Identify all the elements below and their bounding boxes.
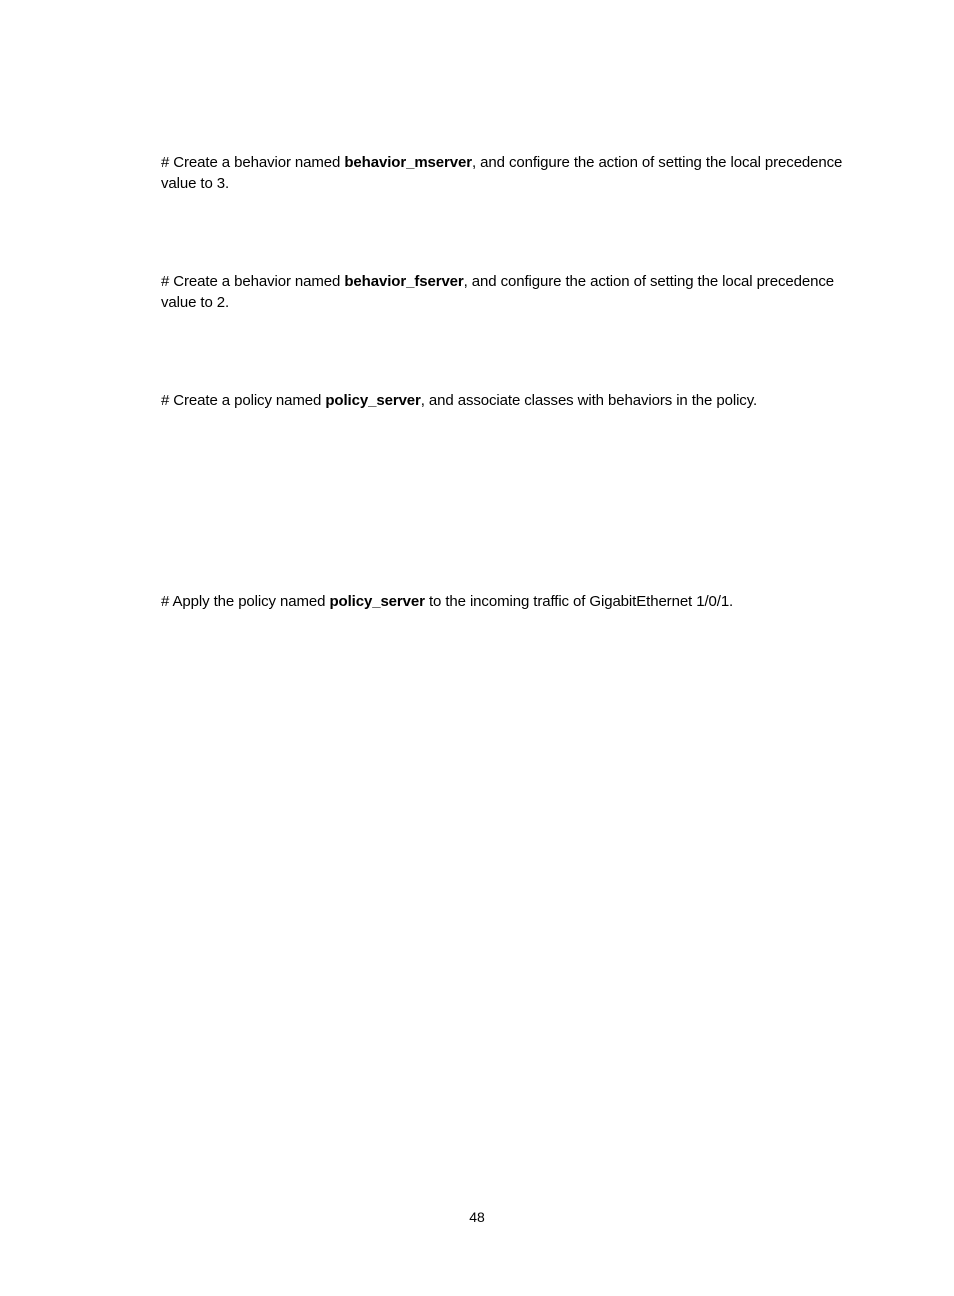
paragraph-text: , and configure the action of setting the local precedence value to 2. (161, 273, 834, 311)
command-name: policy_server (325, 392, 421, 409)
page-number: 48 (469, 1209, 485, 1225)
instruction-paragraph-policy-apply (161, 591, 867, 612)
paragraph-text: # Create a behavior named (161, 273, 345, 290)
command-name: behavior_fserver (344, 273, 464, 290)
paragraph-text: # Create a policy named (161, 392, 326, 409)
paragraph-text: # Create a behavior named (161, 154, 345, 171)
paragraph-text: , and configure the action of setting the local precedence value to 3. (161, 154, 843, 192)
instruction-paragraph-behavior-mserver (161, 152, 867, 194)
command-name: policy_server (329, 593, 425, 610)
instruction-paragraph-behavior-fserver (161, 271, 867, 313)
paragraph-text: # Apply the policy named (161, 593, 330, 610)
paragraph-text: , and associate classes with behaviors in the policy. (420, 392, 758, 409)
paragraph-text: to the incoming traffic of GigabitEthernet 1/0/1. (424, 593, 734, 610)
instruction-paragraph-policy-create (161, 390, 867, 411)
command-name: behavior_mserver (344, 154, 473, 171)
